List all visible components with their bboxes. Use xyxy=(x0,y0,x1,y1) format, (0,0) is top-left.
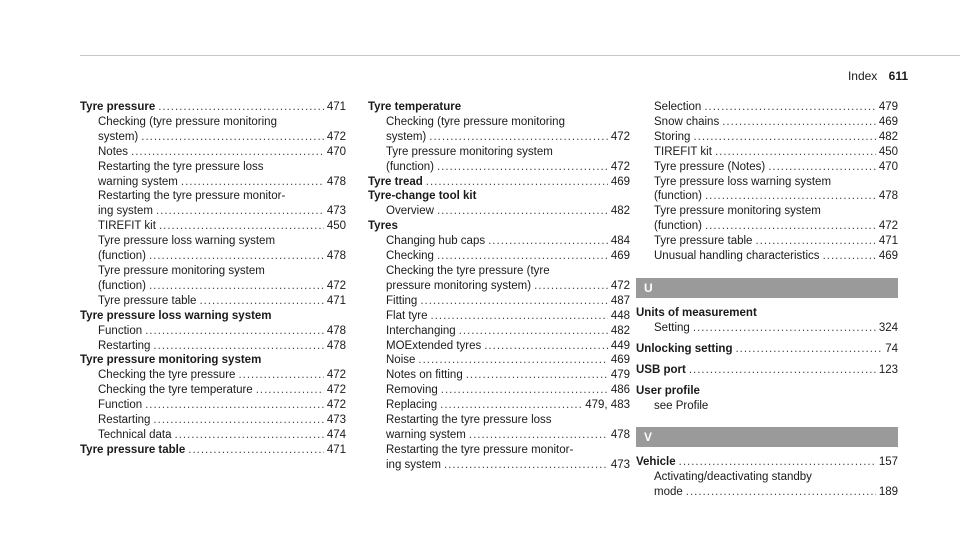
index-subentry: Unusual handling characteristics ..... 469 xyxy=(636,249,898,264)
index-subentry: Tyre pressure table ..... 471 xyxy=(636,234,898,249)
index-entry: Units of measurement xyxy=(636,306,757,319)
index-subentry: warning system ..... 478 xyxy=(368,428,630,443)
index-entry: Tyre pressure ..... 471 xyxy=(80,100,346,115)
index-subentry: Selection ..... 479 xyxy=(636,100,898,115)
index-subentry: Restarting ..... 478 xyxy=(80,339,346,354)
index-entry: Unlocking setting ..... 74 xyxy=(636,342,898,357)
index-subentry: (function) ..... 472 xyxy=(80,279,346,294)
header-rule xyxy=(80,55,960,56)
index-subentry: Removing ..... 486 xyxy=(368,383,630,398)
index-subentry: Snow chains ..... 469 xyxy=(636,115,898,130)
letter-section-v: V xyxy=(636,427,898,447)
index-subentry: Notes on fitting ..... 479 xyxy=(368,368,630,383)
index-entry: Tyres xyxy=(368,220,398,233)
letter-section-u: U xyxy=(636,278,898,298)
index-subentry: Tyre pressure loss warning system xyxy=(654,175,832,188)
index-subentry: see Profile xyxy=(654,399,709,412)
index-subentry: Tyre pressure monitoring system xyxy=(654,205,821,218)
index-subentry: Activating/deactivating standby xyxy=(654,471,812,484)
index-subentry: Function ..... 472 xyxy=(80,398,346,413)
index-subentry: TIREFIT kit ..... 450 xyxy=(636,145,898,160)
index-subentry: Flat tyre ..... 448 xyxy=(368,309,630,324)
index-subentry: Restarting the tyre pressure loss xyxy=(98,160,264,173)
index-subentry: Restarting the tyre pressure monitor- xyxy=(98,190,286,203)
index-subentry: Restarting the tyre pressure monitor- xyxy=(386,443,574,456)
page-header xyxy=(848,69,908,83)
index-subentry: Checking ..... 469 xyxy=(368,249,630,264)
index-subentry: Checking the tyre pressure (tyre xyxy=(386,264,550,277)
page-number: 611 xyxy=(888,69,908,83)
index-subentry: (function) ..... 478 xyxy=(636,189,898,204)
index-subentry: ing system ..... 473 xyxy=(368,458,630,473)
index-entry: Tyre temperature xyxy=(368,101,462,113)
index-subentry: Changing hub caps ..... 484 xyxy=(368,234,630,249)
index-subentry: Function ..... 478 xyxy=(80,324,346,339)
index-column-3 xyxy=(636,100,898,500)
index-subentry: ing system ..... 473 xyxy=(80,204,346,219)
index-subentry: MOExtended tyres ..... 449 xyxy=(368,339,630,354)
index-subentry: Tyre pressure monitoring system xyxy=(98,264,265,277)
index-subentry: Checking the tyre temperature ..... 472 xyxy=(80,383,346,398)
index-subentry: (function) ..... 472 xyxy=(368,160,630,175)
index-subentry: Fitting ..... 487 xyxy=(368,294,630,309)
index-entry: USB port ..... 123 xyxy=(636,363,898,378)
index-title: Index xyxy=(847,69,878,83)
index-entry: Vehicle ..... 157 xyxy=(636,455,898,470)
index-entry: Tyre-change tool kit xyxy=(368,190,477,203)
index-subentry: pressure monitoring system) ..... 472 xyxy=(368,279,630,294)
index-subentry: Noise ..... 469 xyxy=(368,353,630,368)
index-subentry: Technical data ..... 474 xyxy=(80,428,346,443)
index-entry: Tyre pressure table ..... 471 xyxy=(80,443,346,458)
index-subentry: (function) ..... 478 xyxy=(80,249,346,264)
index-subentry: Checking (tyre pressure monitoring xyxy=(98,115,277,128)
index-subentry: Replacing ..... 479, 483 xyxy=(368,398,630,413)
index-subentry: warning system ..... 478 xyxy=(80,175,346,190)
index-subentry: Checking the tyre pressure ..... 472 xyxy=(80,368,346,383)
index-subentry: Restarting the tyre pressure loss xyxy=(386,414,552,427)
index-subentry: Overview ..... 482 xyxy=(368,204,630,219)
index-subentry: Tyre pressure loss warning system xyxy=(98,235,276,248)
index-entry: Tyre tread ..... 469 xyxy=(368,175,630,190)
index-entry: User profile xyxy=(636,384,700,397)
index-subentry: Tyre pressure monitoring system xyxy=(386,145,553,158)
index-column-2 xyxy=(368,100,630,473)
index-subentry: system) ..... 472 xyxy=(368,130,630,145)
index-entry: Tyre pressure loss warning system xyxy=(80,309,272,322)
index-entry: Tyre pressure monitoring system xyxy=(80,354,262,367)
index-subentry: Tyre pressure table ..... 471 xyxy=(80,294,346,309)
index-subentry: Restarting ..... 473 xyxy=(80,413,346,428)
index-subentry: Setting ..... 324 xyxy=(636,321,898,336)
index-subentry: mode ..... 189 xyxy=(636,485,898,500)
index-subentry: TIREFIT kit ..... 450 xyxy=(80,219,346,234)
index-subentry: Storing ..... 482 xyxy=(636,130,898,145)
index-subentry: Checking (tyre pressure monitoring xyxy=(386,115,565,128)
index-subentry: (function) ..... 472 xyxy=(636,219,898,234)
index-column-1 xyxy=(80,100,346,458)
index-subentry: Tyre pressure (Notes) ..... 470 xyxy=(636,160,898,175)
index-subentry: Notes ..... 470 xyxy=(80,145,346,160)
index-subentry: system) ..... 472 xyxy=(80,130,346,145)
index-subentry: Interchanging ..... 482 xyxy=(368,324,630,339)
